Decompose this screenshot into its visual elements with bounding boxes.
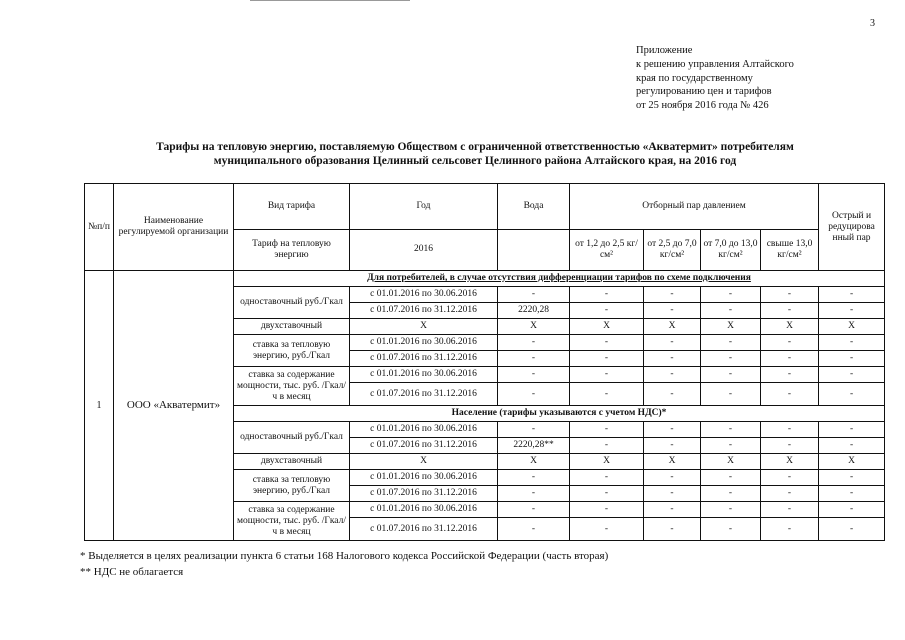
value-cell: - [819,351,885,367]
period-cell: с 01.01.2016 по 30.06.2016 [350,470,498,486]
label-capacity-rate: ставка за содержание мощности, тыс. руб. /Гкал/ч в месяц [234,367,350,406]
value-cell: - [498,470,570,486]
period-cell: с 01.07.2016 по 31.12.2016 [350,438,498,454]
value-cell: - [819,486,885,502]
section-heading-consumers: Для потребителей, в случае отсутствия дифференциации тарифов по схеме подключения [234,271,885,287]
header-org: Наименование регулируемой организации [114,184,234,271]
appendix-line: к решению управления Алтайского [636,58,794,70]
value-cell: - [819,383,885,406]
document-title [60,140,890,168]
value-cell: Х [644,454,701,470]
value-cell: - [701,518,761,541]
section-heading-population: Население (тарифы указываются с учетом НДС)* [234,406,885,422]
value-cell: - [819,438,885,454]
value-cell: Х [761,319,819,335]
value-cell: - [570,438,644,454]
value-cell: - [644,335,701,351]
value-cell: Х [644,319,701,335]
header-tariff-type: Вид тарифа [234,184,350,230]
value-cell: Х [498,454,570,470]
value-cell: - [498,351,570,367]
label-one-part: одноставочный руб./Гкал [234,422,350,454]
value-cell: - [570,351,644,367]
value-cell: - [701,383,761,406]
value-cell: - [644,422,701,438]
footnote-1: * Выделяется в целях реализации пункта 6 статьи 168 Налогового кодекса Российской Федерации (часть вторая) [80,550,609,562]
value-cell: Х [350,319,498,335]
value-cell: - [819,518,885,541]
value-cell: - [761,367,819,383]
value-cell: - [761,470,819,486]
value-cell: - [701,470,761,486]
appendix-line: от 25 ноября 2016 года № 426 [636,100,769,112]
value-cell: Х [498,319,570,335]
label-two-part: двухставочный [234,319,350,335]
value-cell: Х [570,454,644,470]
header-steam: Отборный пар давлением [570,184,819,230]
appendix-line: регулированию цен и тарифов [636,86,772,98]
value-cell: - [761,422,819,438]
value-cell: - [819,470,885,486]
period-cell: с 01.07.2016 по 31.12.2016 [350,383,498,406]
label-heat-rate: ставка за тепловую энергию, руб./Гкал [234,335,350,367]
value-cell: - [570,422,644,438]
header-pressure-2: от 2,5 до 7,0 кг/см² [644,229,701,270]
value-cell: - [570,486,644,502]
title-line-2: муниципального образования Целинный сельсовет Целинного района Алтайского края, на 2016 год [213,155,737,167]
value-cell: - [819,335,885,351]
label-heat-rate: ставка за тепловую энергию, руб./Гкал [234,470,350,502]
appendix-line: края по государственному [636,72,753,84]
value-cell: - [644,367,701,383]
value-cell: Х [701,454,761,470]
value-cell: - [644,518,701,541]
value-cell: - [570,335,644,351]
row-number: 1 [85,271,114,541]
value-cell: - [644,303,701,319]
header-pressure-4: свыше 13,0 кг/см² [761,229,819,270]
period-cell: с 01.07.2016 по 31.12.2016 [350,351,498,367]
value-cell: - [570,287,644,303]
value-cell: - [761,518,819,541]
period-cell: с 01.07.2016 по 31.12.2016 [350,486,498,502]
header-tariff-heat: Тариф на тепловую энергию [234,229,350,270]
value-cell: - [761,303,819,319]
period-cell: с 01.01.2016 по 30.06.2016 [350,422,498,438]
footnotes [80,548,608,580]
value-cell: 2220,28** [498,438,570,454]
tariff-table [84,183,885,541]
value-cell: - [701,486,761,502]
value-cell: Х [819,454,885,470]
value-cell: - [644,287,701,303]
value-cell: - [498,367,570,383]
period-cell: с 01.07.2016 по 31.12.2016 [350,303,498,319]
value-cell: - [761,335,819,351]
value-cell: Х [761,454,819,470]
value-cell: - [644,438,701,454]
value-cell: - [819,287,885,303]
period-cell: с 01.01.2016 по 30.06.2016 [350,335,498,351]
value-cell: - [819,502,885,518]
value-cell: - [761,351,819,367]
appendix-line: Приложение [636,45,693,56]
title-line-1: Тарифы на тепловую энергию, поставляемую Обществом с ограниченной ответственностью «Акватермит» потребителям [156,141,794,153]
label-two-part: двухставочный [234,454,350,470]
value-cell: - [644,486,701,502]
value-cell: Х [570,319,644,335]
header-year: Год [350,184,498,230]
period-cell: с 01.01.2016 по 30.06.2016 [350,502,498,518]
value-cell: - [701,335,761,351]
value-cell: - [498,335,570,351]
value-cell: - [644,502,701,518]
value-cell: - [498,422,570,438]
value-cell: - [570,367,644,383]
value-cell: - [701,502,761,518]
header-pressure-1: от 1,2 до 2,5 кг/см² [570,229,644,270]
value-cell: 2220,28 [498,303,570,319]
value-cell: - [819,303,885,319]
value-cell: - [701,303,761,319]
value-cell: - [570,518,644,541]
value-cell: - [498,287,570,303]
value-cell: - [644,470,701,486]
period-cell: с 01.07.2016 по 31.12.2016 [350,518,498,541]
header-water: Вода [498,184,570,230]
scan-edge-line [250,0,410,1]
organization-name: ООО «Акватермит» [114,271,234,541]
value-cell: - [761,438,819,454]
value-cell: - [570,383,644,406]
value-cell: - [498,383,570,406]
value-cell: - [701,367,761,383]
period-cell: с 01.01.2016 по 30.06.2016 [350,287,498,303]
label-capacity-rate: ставка за содержание мощности, тыс. руб. /Гкал/ч в месяц [234,502,350,541]
value-cell: Х [350,454,498,470]
value-cell: - [701,287,761,303]
footnote-2: ** НДС не облагается [80,566,184,578]
value-cell: - [498,502,570,518]
value-cell: - [644,383,701,406]
header-num: №п/п [85,184,114,271]
appendix-block [636,44,794,113]
value-cell: Х [701,319,761,335]
header-year-value: 2016 [350,229,498,270]
value-cell: - [761,502,819,518]
value-cell: - [498,518,570,541]
value-cell: - [570,470,644,486]
value-cell: - [761,383,819,406]
value-cell: - [819,367,885,383]
value-cell: Х [819,319,885,335]
value-cell: - [644,351,701,367]
header-water-empty [498,229,570,270]
period-cell: с 01.01.2016 по 30.06.2016 [350,367,498,383]
value-cell: - [761,486,819,502]
label-one-part: одноставочный руб./Гкал [234,287,350,319]
header-sharp-steam: Острый и редуцирова нный пар [819,184,885,271]
value-cell: - [701,422,761,438]
value-cell: - [701,351,761,367]
value-cell: - [498,486,570,502]
value-cell: - [701,438,761,454]
header-pressure-3: от 7,0 до 13,0 кг/см² [701,229,761,270]
value-cell: - [761,287,819,303]
value-cell: - [819,422,885,438]
value-cell: - [570,502,644,518]
page-number: 3 [870,18,875,29]
value-cell: - [570,303,644,319]
